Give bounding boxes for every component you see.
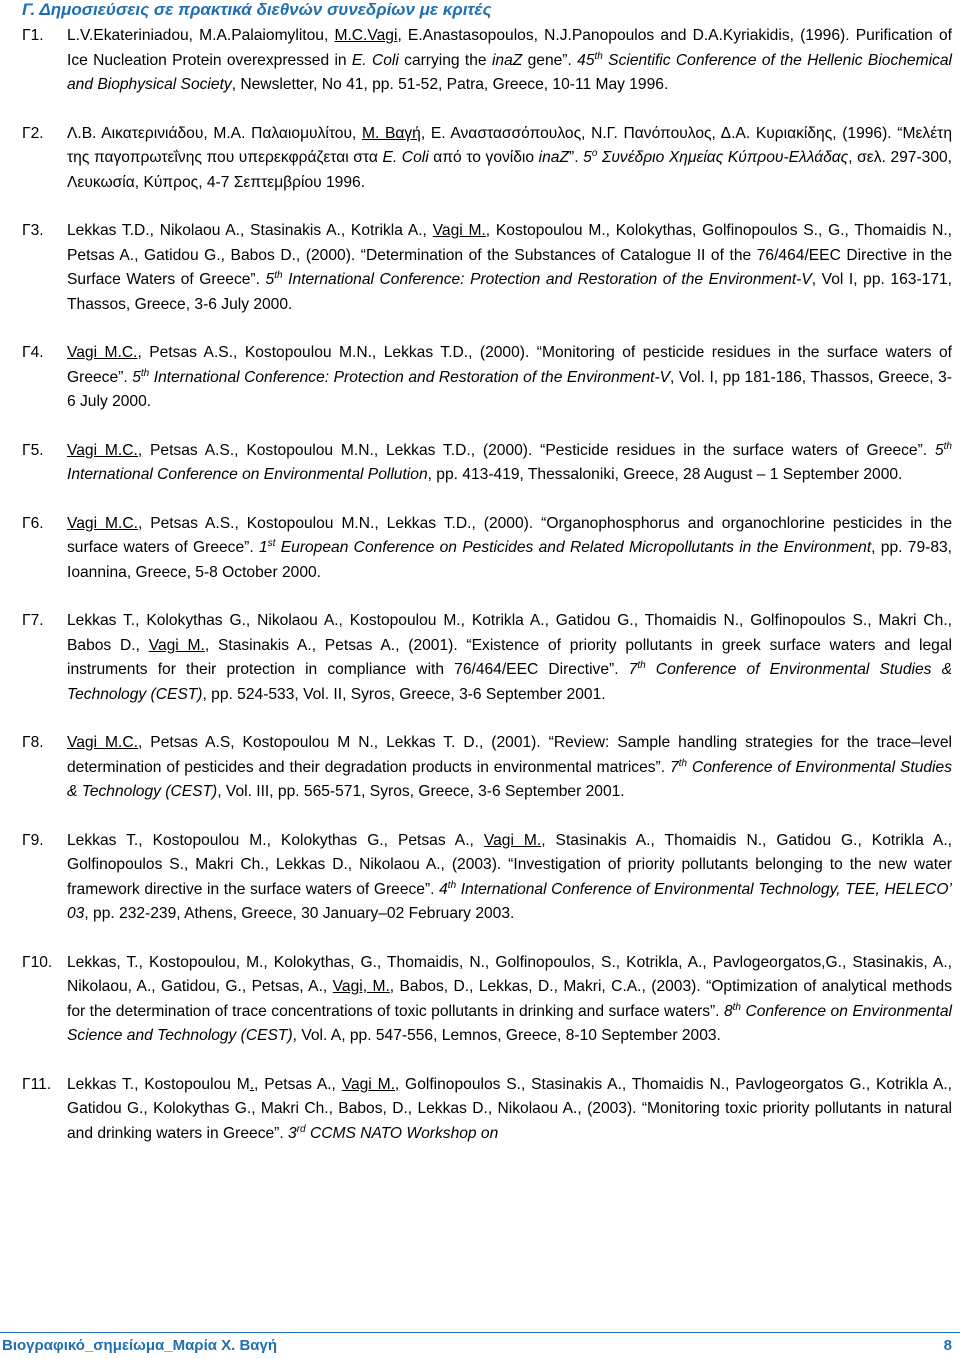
reference-text: 8 bbox=[723, 1002, 733, 1020]
reference-text: Λ.Β. Αικατερινιάδου, Μ.Α. Παλαιομυλίτου, bbox=[67, 124, 362, 142]
reference-text: Conference of Environmental Studies & Technology (CEST) bbox=[67, 758, 952, 800]
reference-number: Γ5. bbox=[22, 441, 44, 459]
section-heading: Γ. Δημοσιεύσεις σε πρακτικά διεθνών συνεδρίων με κριτές bbox=[22, 0, 492, 19]
footer-divider bbox=[0, 1332, 960, 1333]
footer-title: Βιογραφικό_σημείωμα_Μαρία Χ. Βαγή bbox=[2, 1337, 278, 1354]
ordinal-suffix: th bbox=[732, 1001, 741, 1013]
reference-list bbox=[22, 24, 952, 1170]
author-highlight: Vagi M.C., bbox=[67, 441, 143, 459]
reference-number: Γ4. bbox=[22, 344, 44, 361]
reference-text: , Vol. III, pp. 565-571, Syros, Greece, 3-6 September 2001. bbox=[217, 783, 625, 800]
reference-text: Lekkas T., Kostopoulou M bbox=[67, 1075, 250, 1093]
reference-text: 3 bbox=[288, 1124, 297, 1142]
reference-text: , Vol I, pp. 163-171, Thassos, Greece, 3-6 July 2000. bbox=[67, 271, 952, 313]
reference-item bbox=[22, 731, 952, 805]
ordinal-suffix: th bbox=[594, 50, 603, 62]
reference-text: E. Coli bbox=[382, 149, 429, 166]
reference-text: Petsas A., bbox=[258, 1075, 342, 1093]
author-highlight: ., bbox=[249, 1075, 259, 1093]
author-highlight: Μ. Βαγή bbox=[361, 124, 421, 142]
reference-text: , pp. 524-533, Vol. II, Syros, Greece, 3-6 September 2001. bbox=[202, 685, 606, 703]
reference-number: Γ10. bbox=[22, 953, 53, 971]
reference-text: 45 bbox=[577, 51, 595, 69]
reference-item bbox=[22, 512, 952, 586]
ordinal-suffix: th bbox=[447, 879, 457, 891]
reference-text: 5 bbox=[265, 271, 275, 288]
reference-text: 5 bbox=[583, 149, 592, 166]
reference-text: Scientific Conference of the Hellenic Biochemical and Biophysical Society bbox=[67, 51, 952, 93]
reference-item bbox=[22, 24, 952, 98]
reference-text: 7 bbox=[628, 661, 638, 678]
reference-number: Γ11. bbox=[22, 1075, 52, 1093]
reference-text: International Conference of Environmental Technology, TEE, HELECO’ 03 bbox=[67, 880, 952, 922]
reference-text: 5 bbox=[934, 441, 944, 459]
author-highlight: Vagi, M. bbox=[332, 978, 390, 995]
reference-text: Purification of Ice Nucleation Protein overexpressed in bbox=[67, 27, 953, 69]
ordinal-suffix: ο bbox=[591, 147, 598, 159]
reference-text: Golfinopoulos S., Stasinakis A., Thomaidis N., Pavlogeorgatos G., Kotrikla A., Gatidou G., Kolokythas G., Makri Ch., Babos, D., Lekkas D., Nikolaou A., (2003). “Monitoring toxic priority pollutants in natural and drinking waters in Greece”. bbox=[67, 1075, 953, 1142]
author-highlight: Vagi M., bbox=[341, 1075, 400, 1093]
author-highlight: Vagi M.C. bbox=[67, 344, 138, 361]
reference-text: , Petsas A.S., Kostopoulou M.N., Lekkas T.D., (2000). “Monitoring of pesticide residues in the surface waters of Greece”. bbox=[67, 344, 952, 386]
ordinal-suffix: th bbox=[637, 659, 646, 671]
reference-text: Συνέδριο Χημείας Κύπρου-Ελλάδας bbox=[597, 149, 849, 166]
reference-text: , Vol. A, pp. 547-556, Lemnos, Greece, 8-10 September 2003. bbox=[292, 1027, 721, 1044]
reference-number: Γ9. bbox=[22, 831, 44, 849]
reference-number: Γ2. bbox=[22, 124, 44, 142]
reference-text: inaZ bbox=[538, 149, 570, 166]
reference-text: , Kostopoulou M., Kolokythas, Golfinopoulos S., G., Thomaidis N., Petsas A., Gatidou G., Babos D., (2000). “Determination of the Substances of Catalogue II of the 76/464/EEC Directive in the Surface Waters of Greece”. bbox=[67, 222, 952, 288]
reference-text: E. Coli bbox=[351, 51, 399, 69]
author-highlight: M.C.Vagi bbox=[334, 27, 398, 44]
reference-text: , Newsletter, No 41, pp. 51-52, Patra, Greece, 10-11 May 1996. bbox=[231, 76, 669, 93]
reference-item bbox=[22, 122, 952, 196]
reference-text: 5 bbox=[132, 368, 141, 386]
reference-text: , pp. 79-83, Ioannina, Greece, 5-8 October 2000. bbox=[67, 539, 953, 581]
page-number: 8 bbox=[943, 1337, 952, 1354]
reference-text: 4 bbox=[439, 880, 448, 898]
reference-text: L.V.Ekateriniadou, M.A.Palaiomylitou, bbox=[67, 27, 335, 44]
author-highlight: Vagi M.C. bbox=[67, 734, 138, 751]
reference-text: , pp. 413-419, Thessaloniki, Greece, 28 August – 1 September 2000. bbox=[427, 466, 903, 483]
reference-item bbox=[22, 1073, 952, 1147]
reference-text: Lekkas T., Kostopoulou M., Kolokythas G., Petsas A., bbox=[67, 831, 484, 849]
reference-text: gene”. bbox=[522, 51, 578, 69]
ordinal-suffix: th bbox=[678, 757, 688, 769]
author-highlight: Vagi M. bbox=[148, 636, 205, 654]
reference-text: , E.Anastasopoulos, N.J.Panopoulos and D.A.Kyriakidis, (1996). bbox=[397, 27, 856, 44]
reference-text: International Conference: Protection and Restoration of the Environment-V bbox=[149, 368, 671, 386]
ordinal-suffix: th bbox=[274, 269, 283, 281]
reference-item bbox=[22, 219, 952, 317]
reference-text: , Petsas A.S., Kostopoulou M.N., Lekkas T.D., (2000). “Organophosphorus and organochlorine pesticides in the surface waters of Greece”. bbox=[67, 514, 952, 556]
author-highlight: Vagi M. bbox=[483, 831, 542, 849]
reference-text: International Conference: Protection and Restoration of the Environment-V bbox=[282, 271, 812, 288]
reference-text: CCMS NATO Workshop on bbox=[305, 1124, 499, 1142]
reference-text: inaZ bbox=[491, 51, 523, 69]
ordinal-suffix: th bbox=[140, 367, 150, 379]
ordinal-suffix: th bbox=[943, 440, 952, 452]
reference-text: European Conference on Pesticides and Related Micropollutants in the Environment bbox=[275, 539, 872, 556]
reference-text: , Stasinakis A., Petsas A., (2001). “Existence of priority pollutants in greek surface waters and legal instruments for their protection in compliance with 76/464/EEC Directive”. bbox=[67, 636, 952, 678]
reference-text: , σελ. 297-300, Λευκωσία, Κύπρος, 4-7 Σεπτεμβρίου 1996. bbox=[67, 149, 953, 191]
reference-text: Lekkas T., Kolokythas G., Nikolaou A., Kostopoulou M., Kotrikla A., Gatidou G., Thomaidis N., Golfinopoulos S., Makri Ch., Babos D., bbox=[67, 612, 952, 654]
reference-text: International Conference on Environmental Pollution bbox=[67, 466, 428, 483]
reference-number: Γ8. bbox=[22, 734, 44, 751]
reference-number: Γ1. bbox=[22, 27, 44, 44]
reference-item bbox=[22, 439, 952, 488]
ordinal-suffix: rd bbox=[296, 1123, 306, 1135]
reference-item bbox=[22, 341, 952, 415]
reference-text: , pp. 232-239, Athens, Greece, 30 January–02 February 2003. bbox=[84, 905, 515, 922]
reference-item bbox=[22, 829, 952, 927]
reference-text: Lekkas, T., Kostopoulou, M., Kolokythas, G., Thomaidis, N., Golfinopoulos, S., Kotrikla, A., Pavlogeorgatos,G., Stasinakis, A., Nikolaou, A., Gatidou, G., Petsas, A., bbox=[67, 953, 952, 995]
reference-item bbox=[22, 951, 952, 1049]
author-highlight: Vagi M. bbox=[432, 222, 486, 239]
reference-text: carrying the bbox=[398, 51, 492, 69]
ordinal-suffix: st bbox=[267, 537, 276, 549]
reference-number: Γ3. bbox=[22, 222, 44, 239]
reference-text: Petsas A.S., Kostopoulou M.N., Lekkas T.D., (2000). “Pesticide residues in the surface waters of Greece”. bbox=[142, 441, 935, 459]
reference-text: , Ε. Αναστασσόπουλος, Ν.Γ. Πανόπουλος, Δ.Α. Κυριακίδης, (1996). “Μελέτη της παγοπρωτεΐνης που υπερεκφράζεται στα bbox=[67, 124, 952, 166]
reference-text: , Petsas A.S, Kostopoulou M N., Lekkas T. D., (2001). “Review: Sample handling strategies for the trace–level determination of pesticides and their degradation products in environmental matrices”. bbox=[67, 734, 952, 776]
reference-text: Conference on Environmental Science and Technology (CEST) bbox=[67, 1002, 952, 1044]
reference-text: Conference of Environmental Studies & Technology (CEST) bbox=[67, 661, 952, 703]
reference-text: 7 bbox=[670, 758, 679, 776]
author-highlight: Vagi M.C. bbox=[67, 514, 138, 532]
reference-number: Γ7. bbox=[22, 612, 44, 629]
reference-text: ”. bbox=[569, 149, 584, 166]
reference-text: 1 bbox=[258, 539, 268, 556]
reference-item bbox=[22, 609, 952, 707]
reference-text: , Babos, D., Lekkas, D., Makri, C.A., (2003). “Optimization of analytical methods for the determination of trace concentrations of toxic pollutants in drinking and surface waters”. bbox=[67, 978, 952, 1020]
reference-number: Γ6. bbox=[22, 514, 44, 532]
reference-text: Lekkas T.D., Nikolaou A., Stasinakis A., Kotrikla A., bbox=[67, 222, 433, 239]
reference-text: , Vol. I, pp 181-186, Thassos, Greece, 3-6 July 2000. bbox=[67, 368, 952, 410]
reference-text: από το γονίδιο bbox=[428, 149, 539, 166]
reference-text: , Stasinakis A., Thomaidis N., Gatidou G., Kotrikla A., Golfinopoulos S., Makri Ch., Lekkas D., Nikolaou A., (2003). “Investigation of priority pollutants belonging to the new water framework directive in the surface waters of Greece”. bbox=[67, 831, 952, 898]
